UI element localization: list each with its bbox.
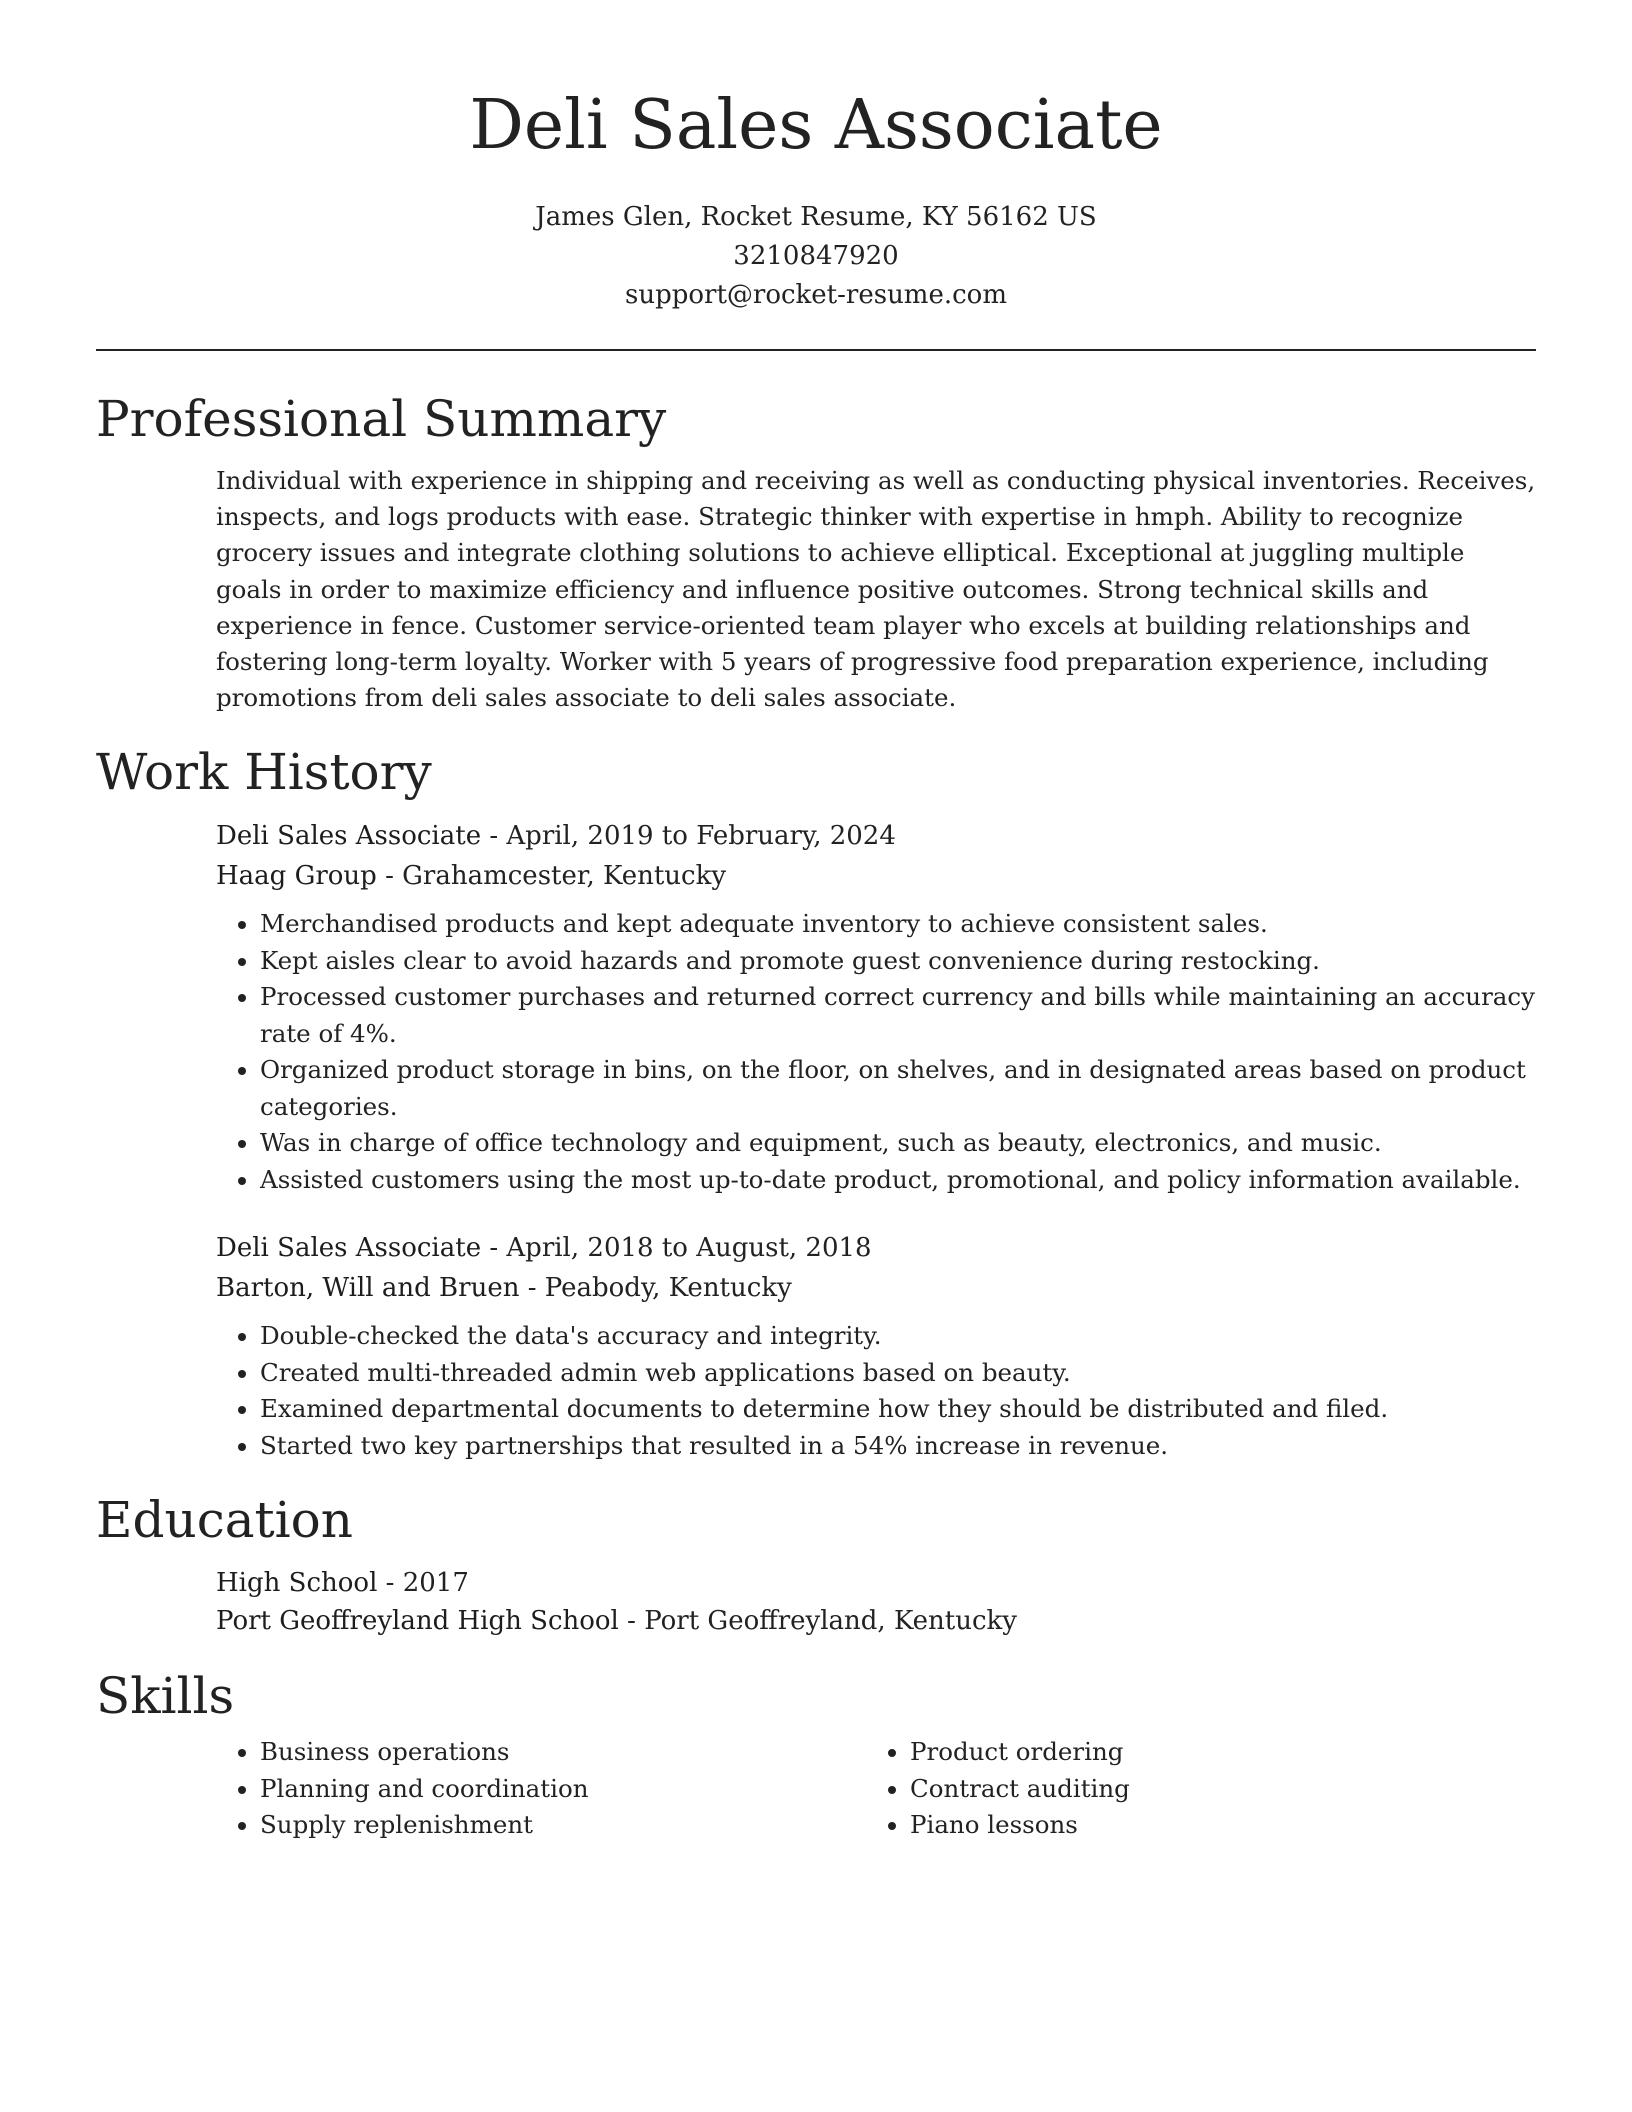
skills-grid — [216, 1734, 1536, 1844]
job-bullet: • Assisted customers using the most up-to-date product, promotional, and policy information available. — [260, 1162, 1536, 1199]
job-location: - Peabody, Kentucky — [519, 1273, 792, 1304]
skills-section — [96, 1666, 1536, 1844]
job-bullet: • Merchandised products and kept adequate inventory to achieve consistent sales. — [260, 906, 1536, 943]
education-school-line — [216, 1602, 1536, 1640]
summary-text: Individual with experience in shipping and receiving as well as conducting physical inventories. Receives, inspects, and logs products with ease. Strategic thinker with expertise in hmph. Ability to recognize grocery issues and integrate clothing solutions to achieve elliptical. Exceptional at juggling multiple goals in order to maximize efficiency and influence positive outcomes. Strong technical skills and experience in fence. Customer service-oriented team player who excels at building relationships and fostering long-term loyalty. Worker with 5 years of progressive food preparation experience, including promotions from deli sales associate to deli sales associate. — [216, 466, 1536, 713]
job-title-line — [216, 816, 1536, 856]
job-bullet: • Started two key partnerships that resulted in a 54% increase in revenue. — [260, 1428, 1536, 1465]
skill-item: • Business operations — [260, 1734, 866, 1771]
job-position: Deli Sales Associate — [216, 821, 482, 852]
contact-info — [96, 198, 1536, 315]
skills-title: Skills — [96, 1667, 235, 1726]
skills-list-left — [216, 1734, 866, 1844]
job-position: Deli Sales Associate — [216, 1233, 482, 1264]
skill-item: • Supply replenishment — [260, 1807, 866, 1844]
work-history-body — [216, 816, 1536, 1464]
job-title-line — [216, 1228, 1536, 1268]
job-bullet: • Was in charge of office technology and equipment, such as beauty, electronics, and music. — [260, 1125, 1536, 1162]
job-bullet: • Kept aisles clear to avoid hazards and promote guest convenience during restocking. — [260, 943, 1536, 980]
education-degree: High School — [216, 1568, 378, 1599]
job-bullet: • Created multi-threaded admin web applications based on beauty. — [260, 1355, 1536, 1392]
job-bullets — [216, 1318, 1536, 1464]
education-title: Education — [96, 1491, 353, 1550]
education-degree-line — [216, 1564, 1536, 1602]
education-entry — [216, 1564, 1536, 1640]
skill-item: • Piano lessons — [910, 1807, 1516, 1844]
work-history-section — [96, 742, 1536, 1464]
job-entry — [216, 816, 1536, 1198]
job-company: Barton, Will and Bruen — [216, 1273, 520, 1304]
job-company-line — [216, 856, 1536, 896]
job-location: - Grahamcester, Kentucky — [376, 861, 727, 892]
work-history-title: Work History — [96, 743, 432, 802]
education-year: - 2017 — [377, 1568, 469, 1599]
skill-item: • Planning and coordination — [260, 1771, 866, 1808]
contact-phone: 3210847920 — [733, 241, 899, 271]
skills-column-left — [216, 1734, 866, 1844]
job-entry — [216, 1228, 1536, 1464]
job-bullet: • Examined departmental documents to determine how they should be distributed and filed. — [260, 1391, 1536, 1428]
skill-item: • Contract auditing — [910, 1771, 1516, 1808]
job-company: Haag Group — [216, 861, 377, 892]
summary-section — [96, 389, 1536, 716]
summary-title: Professional Summary — [96, 390, 667, 448]
job-bullet: • Processed customer purchases and returned correct currency and bills while maintaining an accuracy rate of 4%. — [260, 979, 1536, 1052]
job-bullet: • Double-checked the data's accuracy and integrity. — [260, 1318, 1536, 1355]
resume-header — [96, 0, 1536, 315]
education-section — [96, 1490, 1536, 1640]
job-dates: - April, 2018 to August, 2018 — [481, 1233, 872, 1264]
skill-item: • Product ordering — [910, 1734, 1516, 1771]
resume-name: Deli Sales Associate — [469, 86, 1163, 165]
education-location: - Port Geoffreyland, Kentucky — [618, 1606, 1017, 1637]
skills-list-right — [866, 1734, 1516, 1844]
education-school: Port Geoffreyland High School — [216, 1606, 619, 1637]
job-bullet: • Organized product storage in bins, on the floor, on shelves, and in designated areas based on product categories. — [260, 1052, 1536, 1125]
job-dates: - April, 2019 to February, 2024 — [481, 821, 896, 852]
job-company-line — [216, 1268, 1536, 1308]
job-bullets — [216, 906, 1536, 1198]
skills-column-right — [866, 1734, 1516, 1844]
contact-email: support@rocket-resume.com — [624, 280, 1007, 310]
contact-address: James Glen, Rocket Resume, KY 56162 US — [535, 202, 1097, 232]
header-divider — [96, 349, 1536, 351]
